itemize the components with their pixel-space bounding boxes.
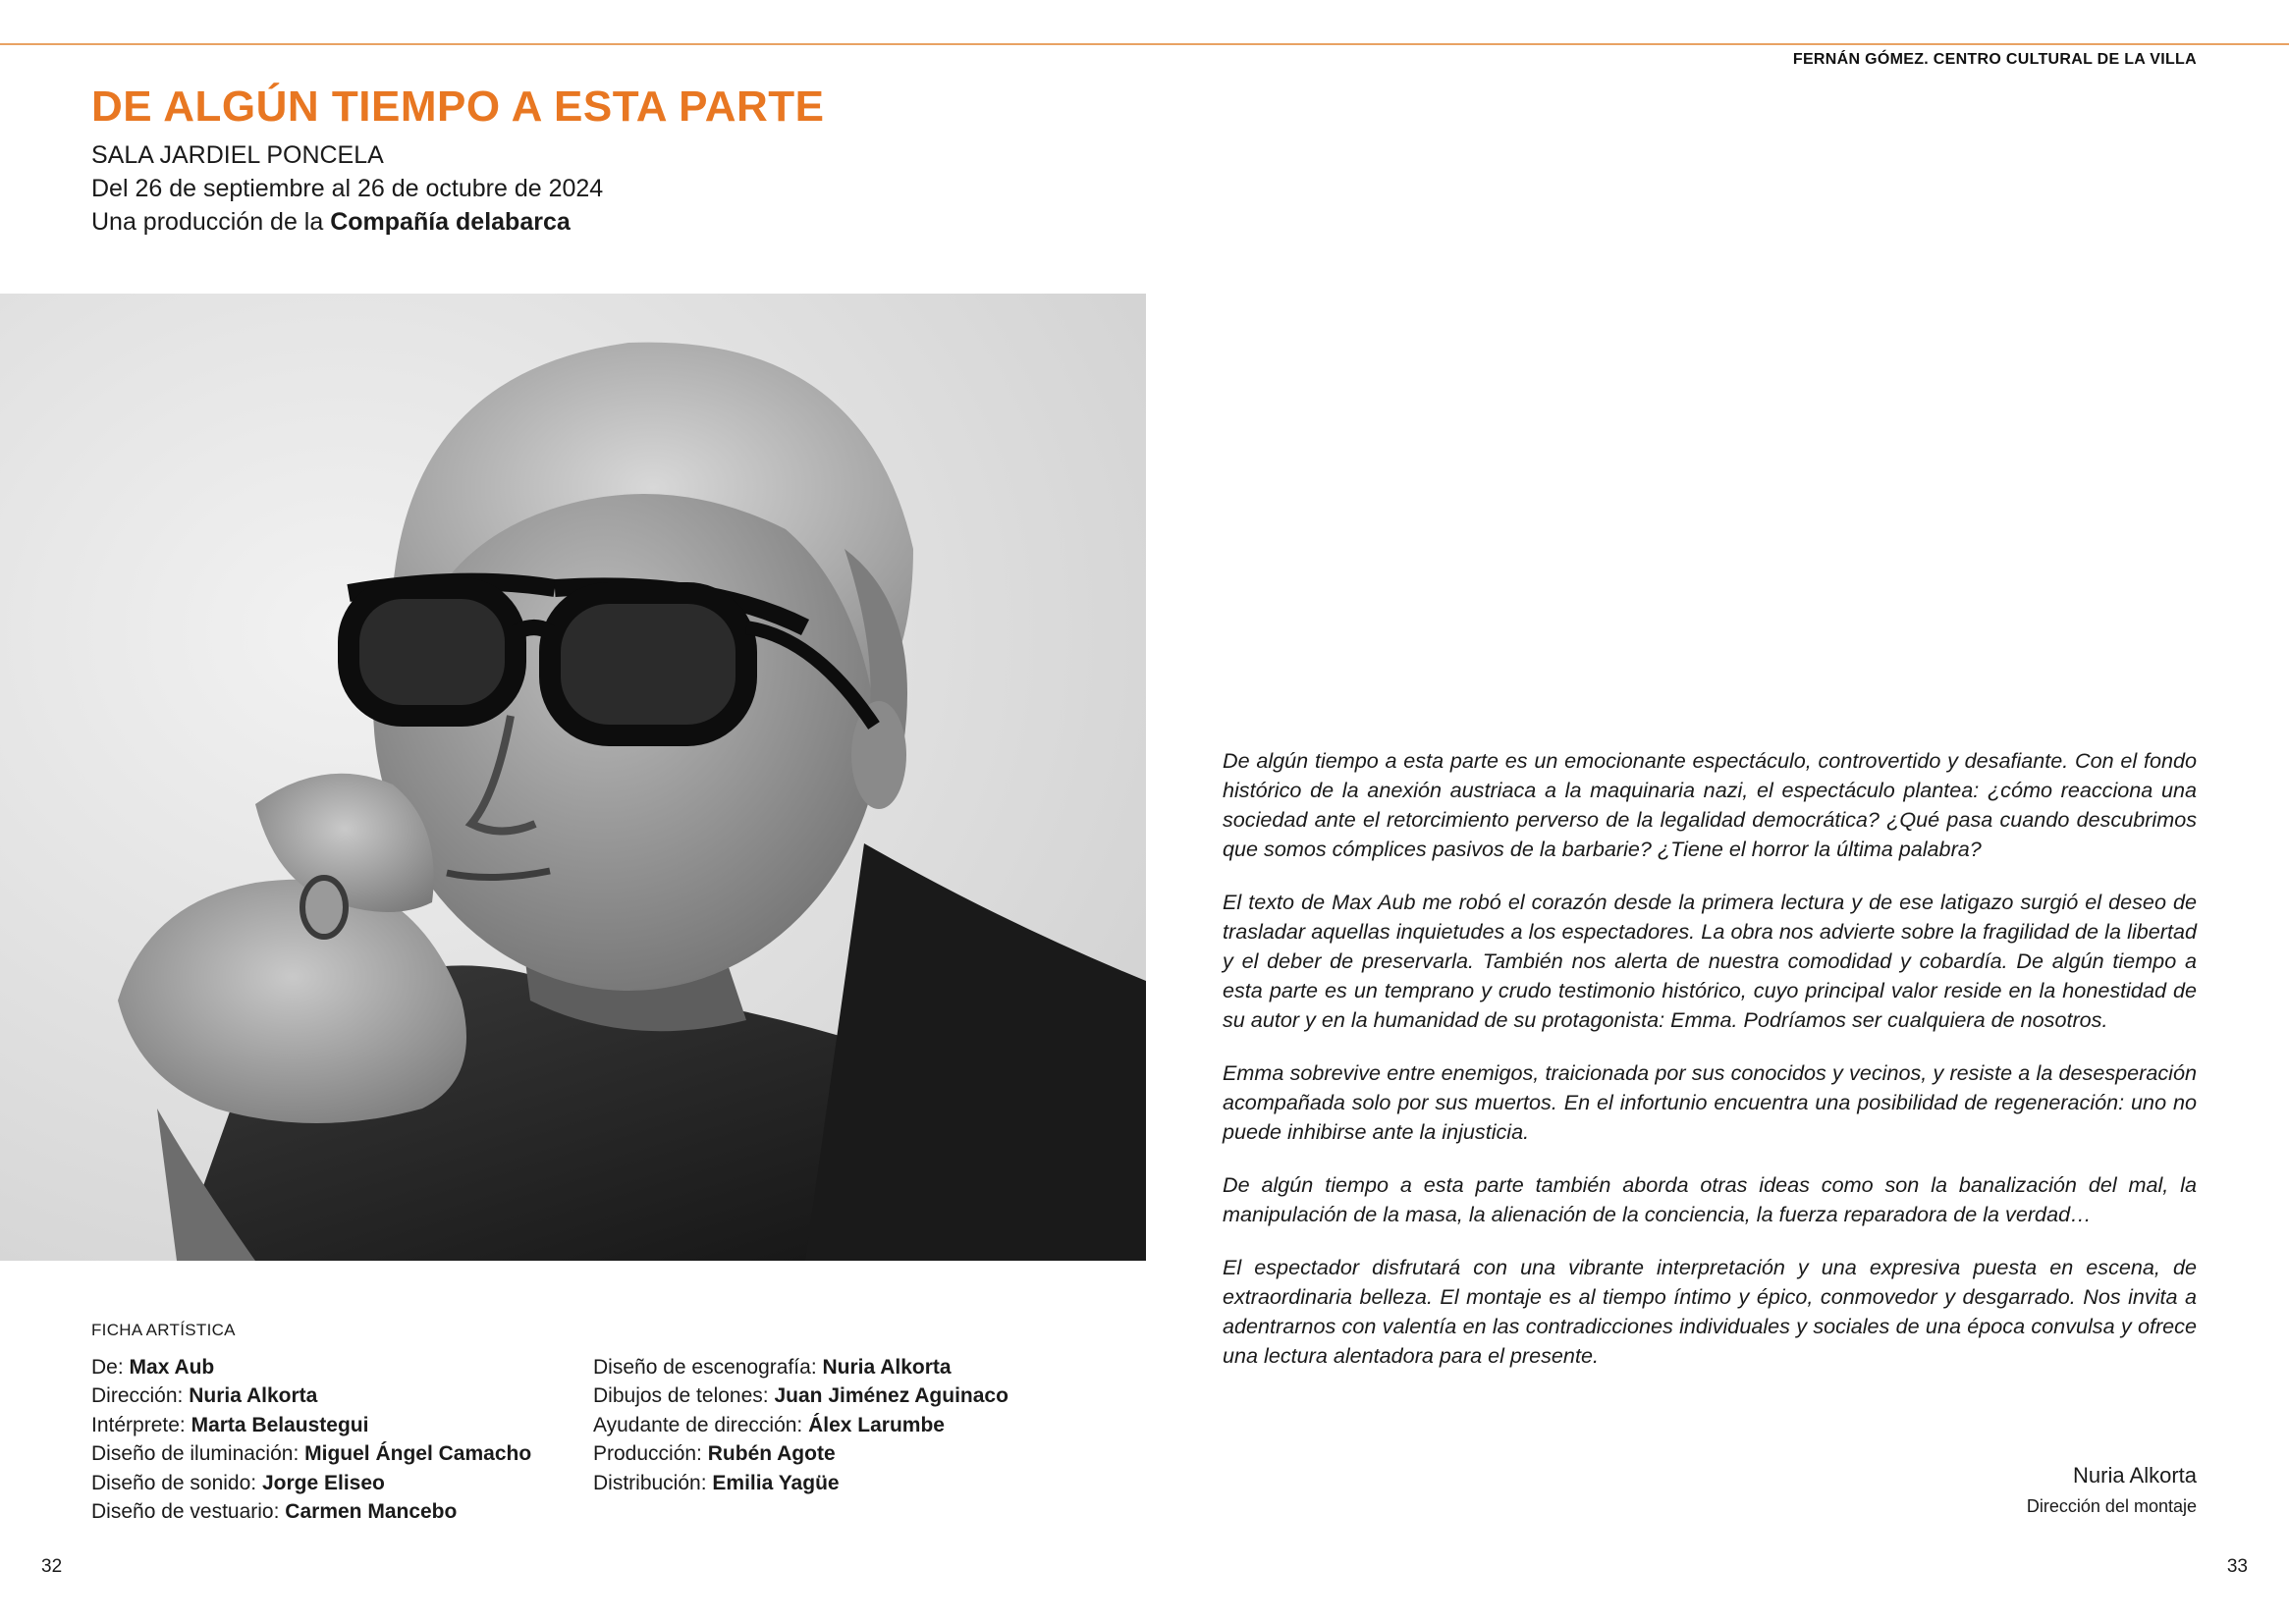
credit-item <box>593 1353 1008 1381</box>
venue-header: FERNÁN GÓMEZ. CENTRO CULTURAL DE LA VILLA <box>1792 51 2197 68</box>
essay-paragraph: El texto de Max Aub me robó el corazón desde la primera lectura y de ese latigazo surgió el deseo de trasladar aquellas inquietudes a los espectadores. La obra nos advierte sobre la fragilidad de la libertad y el deber de preservarla. También nos alerta de nuestra comodidad y cobardía. De algún tiempo a esta parte es un temprano y crudo testimonio histórico, cuyo principal valor reside en la honestidad de su autor y en la humanidad de su protagonista: Emma. Podríamos ser cualquiera de nosotros. <box>1223 890 2197 1032</box>
essay-paragraph: El espectador disfrutará con una vibrante interpretación y una expresiva puesta en escena, de extraordinaria belleza. El montaje es al tiempo íntimo y épico, conmovedor y desgarrado. Nos invita a adentrarnos con valentía en las contradicciones individuales y sociales de una época convulsa y ofrece una lectura alentadora para el presente. <box>1223 1255 2197 1368</box>
page-number-left: 32 <box>41 1556 63 1577</box>
essay-paragraph: De algún tiempo a esta parte es un emocionante espectáculo, controvertido y desafiante. Con el fondo histórico de la anexión austriaca a la maquinaria nazi, el espectáculo plantea: ¿cómo reacciona una sociedad ante el retorcimiento perverso de la legalidad democrática? ¿Qué pasa cuando descubrimos que somos cómplices pasivos de la barbarie? ¿Tiene el horror la última palabra? <box>1223 748 2197 861</box>
credit-role: De: <box>91 1356 124 1379</box>
production-prefix: Una producción de la <box>91 208 324 236</box>
credit-name: Miguel Ángel Camacho <box>304 1442 532 1466</box>
show-dates: Del 26 de septiembre al 26 de octubre de 2024 <box>91 175 604 202</box>
credit-item <box>593 1469 1008 1497</box>
credit-item <box>593 1411 1008 1439</box>
credit-role: Producción: <box>593 1442 702 1466</box>
credit-name: Juan Jiménez Aguinaco <box>774 1384 1008 1408</box>
credit-name: Nuria Alkorta <box>189 1384 318 1408</box>
credit-item <box>91 1411 531 1439</box>
production-company: Compañía delabarca <box>330 208 571 236</box>
essay-paragraph: De algún tiempo a esta parte también aborda otras ideas como son la banalización del mal, la manipulación de la masa, la alienación de la conciencia, la fuerza reparadora de la verdad… <box>1223 1172 2197 1226</box>
credit-name: Rubén Agote <box>707 1442 836 1466</box>
credit-role: Diseño de iluminación: <box>91 1442 300 1466</box>
ficha-artistica-label: FICHA ARTÍSTICA <box>91 1321 236 1339</box>
credit-role: Diseño de vestuario: <box>91 1500 280 1524</box>
credit-name: Max Aub <box>129 1356 215 1379</box>
credit-item <box>91 1439 531 1468</box>
credit-role: Distribución: <box>593 1471 707 1494</box>
credit-role: Diseño de escenografía: <box>593 1356 817 1379</box>
credits-column-1 <box>91 1353 531 1526</box>
credit-name: Álex Larumbe <box>808 1413 945 1436</box>
credit-item <box>91 1497 531 1526</box>
essay-paragraph: Emma sobrevive entre enemigos, traicionada por sus conocidos y vecinos, y resiste a la desesperación acompañada solo por sus muertos. En el infortunio encuentra una posibilidad de regeneración: uno no puede inhibirse ante la injusticia. <box>1223 1060 2197 1144</box>
credit-item <box>91 1469 531 1497</box>
credit-name: Marta Belaustegui <box>191 1413 369 1436</box>
credit-role: Diseño de sonido: <box>91 1471 257 1494</box>
show-title: DE ALGÚN TIEMPO A ESTA PARTE <box>91 82 825 131</box>
director-essay <box>1223 746 2197 1394</box>
credit-item <box>593 1439 1008 1468</box>
credit-role: Dibujos de telones: <box>593 1384 769 1408</box>
show-production <box>91 208 571 237</box>
credits-column-2 <box>593 1353 1008 1497</box>
credit-name: Nuria Alkorta <box>822 1356 952 1379</box>
portrait-illustration <box>0 294 1146 1261</box>
page-number-right: 33 <box>2226 1556 2248 1577</box>
credit-role: Intérprete: <box>91 1413 186 1436</box>
header-rule <box>0 43 2289 45</box>
credit-item <box>91 1381 531 1410</box>
credit-name: Carmen Mancebo <box>285 1500 458 1524</box>
essay-author: Nuria Alkorta <box>2073 1463 2197 1488</box>
credit-item <box>91 1353 531 1381</box>
author-portrait-photo <box>0 294 1146 1261</box>
show-room: SALA JARDIEL PONCELA <box>91 141 384 169</box>
credit-name: Emilia Yagüe <box>712 1471 840 1494</box>
credit-item <box>593 1381 1008 1410</box>
essay-author-role: Dirección del montaje <box>2026 1496 2197 1516</box>
credit-role: Dirección: <box>91 1384 184 1408</box>
credit-name: Jorge Eliseo <box>261 1471 385 1494</box>
credit-role: Ayudante de dirección: <box>593 1413 803 1436</box>
